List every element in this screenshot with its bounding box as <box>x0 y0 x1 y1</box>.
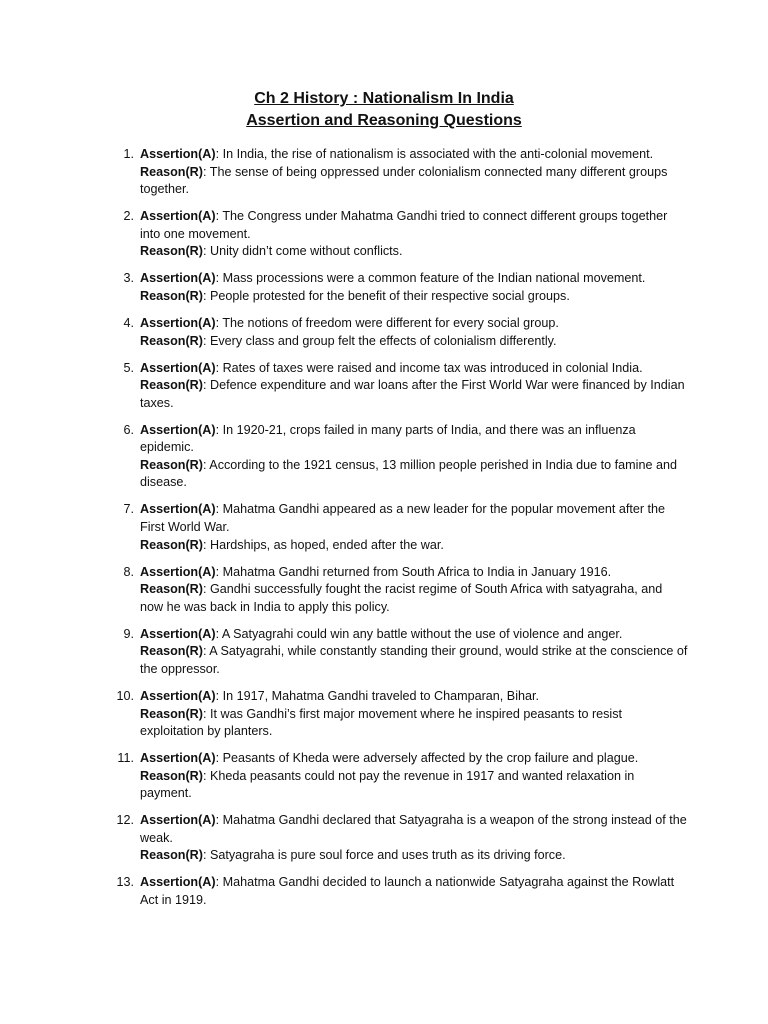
question-number: 11. <box>117 751 134 766</box>
question-item <box>108 874 688 909</box>
assertion-line: Assertion(A): Mass processions were a common feature of the Indian national movement. <box>140 271 646 286</box>
assertion-line: Assertion(A): The Congress under Mahatma Gandhi tried to connect different groups together into one movement. <box>140 209 668 241</box>
reason-line: Reason(R): Every class and group felt the effects of colonialism differently. <box>140 333 557 348</box>
page-subtitle: Assertion and Reasoning Questions <box>246 112 522 129</box>
reason-label: Reason(R) <box>140 457 203 472</box>
assertion-label: Assertion(A) <box>140 422 216 437</box>
assertion-label: Assertion(A) <box>140 315 216 330</box>
page-title: Ch 2 History : Nationalism In India <box>254 90 514 107</box>
reason-text: Every class and group felt the effects of colonialism differently. <box>209 333 557 348</box>
reason-line: Reason(R): A Satyagrahi, while constantly standing their ground, would strike at the conscience of the oppressor. <box>140 644 688 676</box>
assertion-line: Assertion(A): Peasants of Kheda were adversely affected by the crop failure and plague. <box>140 751 639 766</box>
reason-text: Gandhi successfully fought the racist regime of South Africa with satyagraha, and now he was back in India to apply this policy. <box>140 582 663 614</box>
reason-label: Reason(R) <box>140 288 203 303</box>
reason-label: Reason(R) <box>140 333 203 348</box>
assertion-text: Peasants of Kheda were adversely affected by the crop failure and plague. <box>222 751 639 766</box>
assertion-line: Assertion(A): Mahatma Gandhi declared that Satyagraha is a weapon of the strong instead of the weak. <box>140 813 687 845</box>
question-item <box>108 270 688 305</box>
question-item <box>108 750 688 803</box>
assertion-text: Mahatma Gandhi declared that Satyagraha is a weapon of the strong instead of the weak. <box>140 813 687 845</box>
question-item <box>108 146 688 199</box>
assertion-line: Assertion(A): In 1917, Mahatma Gandhi traveled to Champaran, Bihar. <box>140 688 540 703</box>
reason-text: According to the 1921 census, 13 million people perished in India due to famine and disease. <box>140 457 677 490</box>
assertion-label: Assertion(A) <box>140 360 216 375</box>
reason-label: Reason(R) <box>140 848 203 863</box>
question-number: 8. <box>123 564 134 579</box>
assertion-line: Assertion(A): In 1920-21, crops failed in many parts of India, and there was an influenza epidemic. <box>140 422 636 455</box>
assertion-line: Assertion(A): In India, the rise of nationalism is associated with the anti-colonial movement. <box>140 147 654 161</box>
question-number: 4. <box>123 315 134 330</box>
question-item <box>108 812 688 865</box>
assertion-text: The notions of freedom were different for every social group. <box>222 315 559 330</box>
question-item <box>108 688 688 741</box>
question-item <box>108 360 688 413</box>
reason-line: Reason(R): People protested for the benefit of their respective social groups. <box>140 288 570 303</box>
reason-line: Reason(R): Gandhi successfully fought the racist regime of South Africa with satyagraha, and now he was back in India to apply this policy. <box>140 582 663 614</box>
question-number: 6. <box>123 422 134 437</box>
assertion-label: Assertion(A) <box>140 751 216 766</box>
reason-line: Reason(R): Defence expenditure and war loans after the First World War were financed by Indian taxes. <box>140 378 685 410</box>
reason-text: Unity didn’t come without conflicts. <box>209 244 403 259</box>
reason-line: Reason(R): Hardships, as hoped, ended after the war. <box>140 537 444 552</box>
assertion-line: Assertion(A): Mahatma Gandhi decided to launch a nationwide Satyagraha against the Rowlatt Act in 1919. <box>140 875 675 908</box>
assertion-text: In India, the rise of nationalism is associated with the anti-colonial movement. <box>222 147 654 161</box>
assertion-line: Assertion(A): Mahatma Gandhi appeared as a new leader for the popular movement after the First World War. <box>140 502 666 535</box>
question-item <box>108 564 688 617</box>
assertion-label: Assertion(A) <box>140 271 216 286</box>
assertion-line: Assertion(A): Mahatma Gandhi returned from South Africa to India in January 1916. <box>140 564 612 579</box>
reason-line: Reason(R): It was Gandhi’s first major movement where he inspired peasants to resist exploitation by planters. <box>140 706 623 739</box>
question-item <box>108 626 688 679</box>
assertion-text: Mass processions were a common feature of the Indian national movement. <box>222 271 646 286</box>
title-block <box>0 88 768 132</box>
assertion-text: In 1920-21, crops failed in many parts of India, and there was an influenza epidemic. <box>140 422 636 455</box>
assertion-label: Assertion(A) <box>140 564 216 579</box>
question-number: 9. <box>123 626 134 641</box>
reason-label: Reason(R) <box>140 768 203 783</box>
assertion-text: Mahatma Gandhi returned from South Africa to India in January 1916. <box>222 564 612 579</box>
reason-text: Kheda peasants could not pay the revenue in 1917 and wanted relaxation in payment. <box>140 768 635 801</box>
reason-label: Reason(R) <box>140 706 203 721</box>
question-number: 12. <box>116 813 134 828</box>
question-number: 5. <box>123 360 134 375</box>
reason-text: A Satyagrahi, while constantly standing their ground, would strike at the conscience of the oppressor. <box>140 644 688 676</box>
reason-line: Reason(R): According to the 1921 census, 13 million people perished in India due to famine and disease. <box>140 457 677 490</box>
reason-line: Reason(R): The sense of being oppressed under colonialism connected many different groups together. <box>140 164 668 197</box>
reason-label: Reason(R) <box>140 537 203 552</box>
assertion-label: Assertion(A) <box>140 209 216 224</box>
assertion-label: Assertion(A) <box>140 626 216 641</box>
assertion-text: Rates of taxes were raised and income tax was introduced in colonial India. <box>222 360 643 375</box>
assertion-text: A Satyagrahi could win any battle without the use of violence and anger. <box>221 626 623 641</box>
assertion-label: Assertion(A) <box>140 147 216 161</box>
assertion-label: Assertion(A) <box>140 688 216 703</box>
reason-label: Reason(R) <box>140 582 203 597</box>
question-number: 2. <box>123 209 134 224</box>
question-item <box>108 315 688 350</box>
question-item <box>108 208 688 261</box>
assertion-line: Assertion(A): The notions of freedom were different for every social group. <box>140 315 559 330</box>
assertion-text: In 1917, Mahatma Gandhi traveled to Champaran, Bihar. <box>222 688 540 703</box>
question-number: 13. <box>116 875 134 890</box>
reason-label: Reason(R) <box>140 644 203 659</box>
assertion-line: Assertion(A): Rates of taxes were raised and income tax was introduced in colonial India. <box>140 360 643 375</box>
reason-label: Reason(R) <box>140 378 203 393</box>
assertion-label: Assertion(A) <box>140 875 216 890</box>
assertion-text: The Congress under Mahatma Gandhi tried to connect different groups together into one movement. <box>140 209 668 241</box>
reason-text: Satyagraha is pure soul force and uses truth as its driving force. <box>209 848 566 863</box>
assertion-label: Assertion(A) <box>140 502 216 517</box>
question-number: 1. <box>123 147 134 161</box>
reason-text: Defence expenditure and war loans after the First World War were financed by Indian taxes. <box>140 378 685 410</box>
question-item <box>108 501 688 554</box>
reason-label: Reason(R) <box>140 244 203 259</box>
question-list <box>108 146 688 919</box>
reason-line: Reason(R): Satyagraha is pure soul force and uses truth as its driving force. <box>140 848 566 863</box>
question-number: 10. <box>116 688 134 703</box>
assertion-text: Mahatma Gandhi appeared as a new leader for the popular movement after the First World War. <box>140 502 666 535</box>
reason-text: It was Gandhi’s first major movement where he inspired peasants to resist exploitation by planters. <box>140 706 623 739</box>
reason-label: Reason(R) <box>140 164 203 179</box>
reason-line: Reason(R): Unity didn’t come without conflicts. <box>140 244 403 259</box>
reason-text: People protested for the benefit of their respective social groups. <box>209 288 570 303</box>
question-number: 7. <box>123 502 134 517</box>
assertion-text: Mahatma Gandhi decided to launch a nationwide Satyagraha against the Rowlatt Act in 1919. <box>140 875 675 908</box>
reason-line: Reason(R): Kheda peasants could not pay the revenue in 1917 and wanted relaxation in payment. <box>140 768 635 801</box>
question-number: 3. <box>123 271 134 286</box>
question-item <box>108 422 688 492</box>
assertion-label: Assertion(A) <box>140 813 216 828</box>
reason-text: Hardships, as hoped, ended after the war. <box>209 537 444 552</box>
assertion-line: Assertion(A): A Satyagrahi could win any battle without the use of violence and anger. <box>140 626 623 641</box>
reason-text: The sense of being oppressed under colonialism connected many different groups together. <box>140 164 668 197</box>
